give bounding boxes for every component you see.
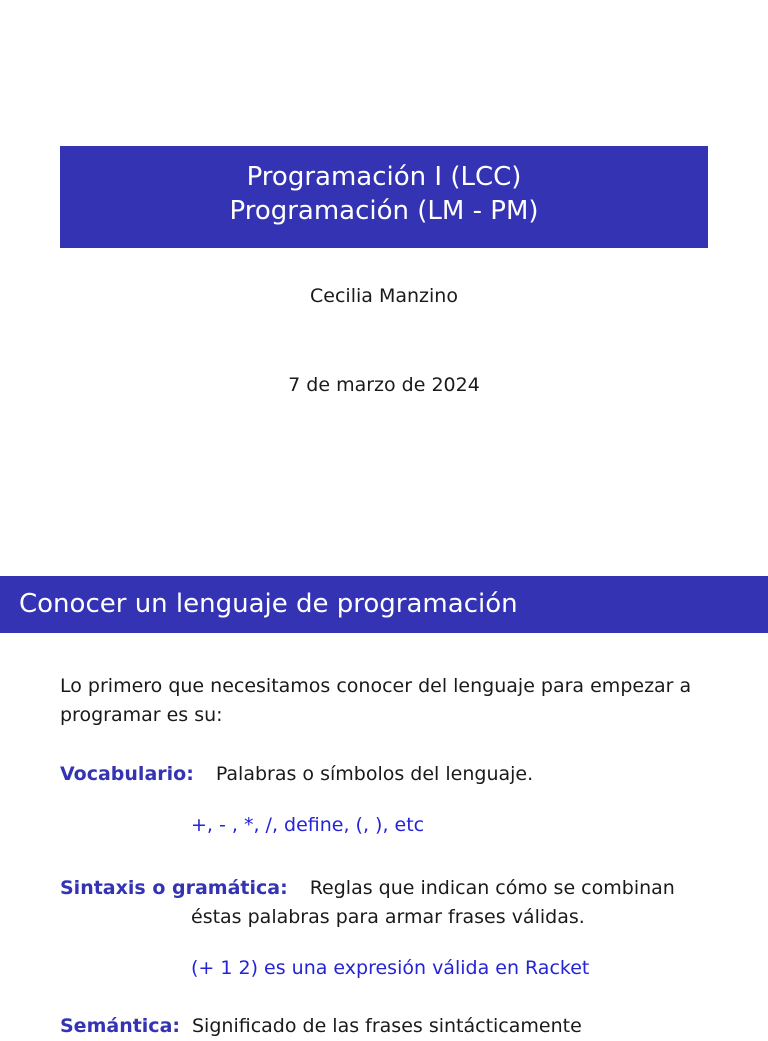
vocabulario-term: Vocabulario: [60,763,194,785]
course-title-lcc: Programación I (LCC) [246,162,522,192]
content-slide [0,576,768,1037]
vocabulario-example: +, - , *, /, define, (, ), etc [191,814,425,836]
sintaxis-definition [60,874,675,903]
sintaxis-text-line1: Reglas que indican cómo se combinan [309,877,675,899]
sintaxis-text-line2: éstas palabras para armar frases válidas. [191,906,585,928]
course-title-lm-pm: Programación (LM - PM) [229,196,539,226]
presentation-date: 7 de marzo de 2024 [288,374,480,396]
semantica-text: Significado de las frases sintácticamente [192,1015,582,1037]
frame-title: Conocer un lenguaje de programación [0,576,768,633]
vocabulario-definition [60,760,533,789]
semantica-term: Semántica: [60,1015,180,1037]
title-banner [60,146,708,248]
semantica-definition [60,1012,582,1041]
intro-paragraph: Lo primero que necesitamos conocer del lenguaje para empezar a programar es su: [60,675,692,726]
sintaxis-example: (+ 1 2) es una expresión válida en Racket [191,957,590,979]
author-name: Cecilia Manzino [310,285,458,307]
vocabulario-text: Palabras o símbolos del lenguaje. [215,763,534,785]
sintaxis-term: Sintaxis o gramática: [60,877,288,899]
